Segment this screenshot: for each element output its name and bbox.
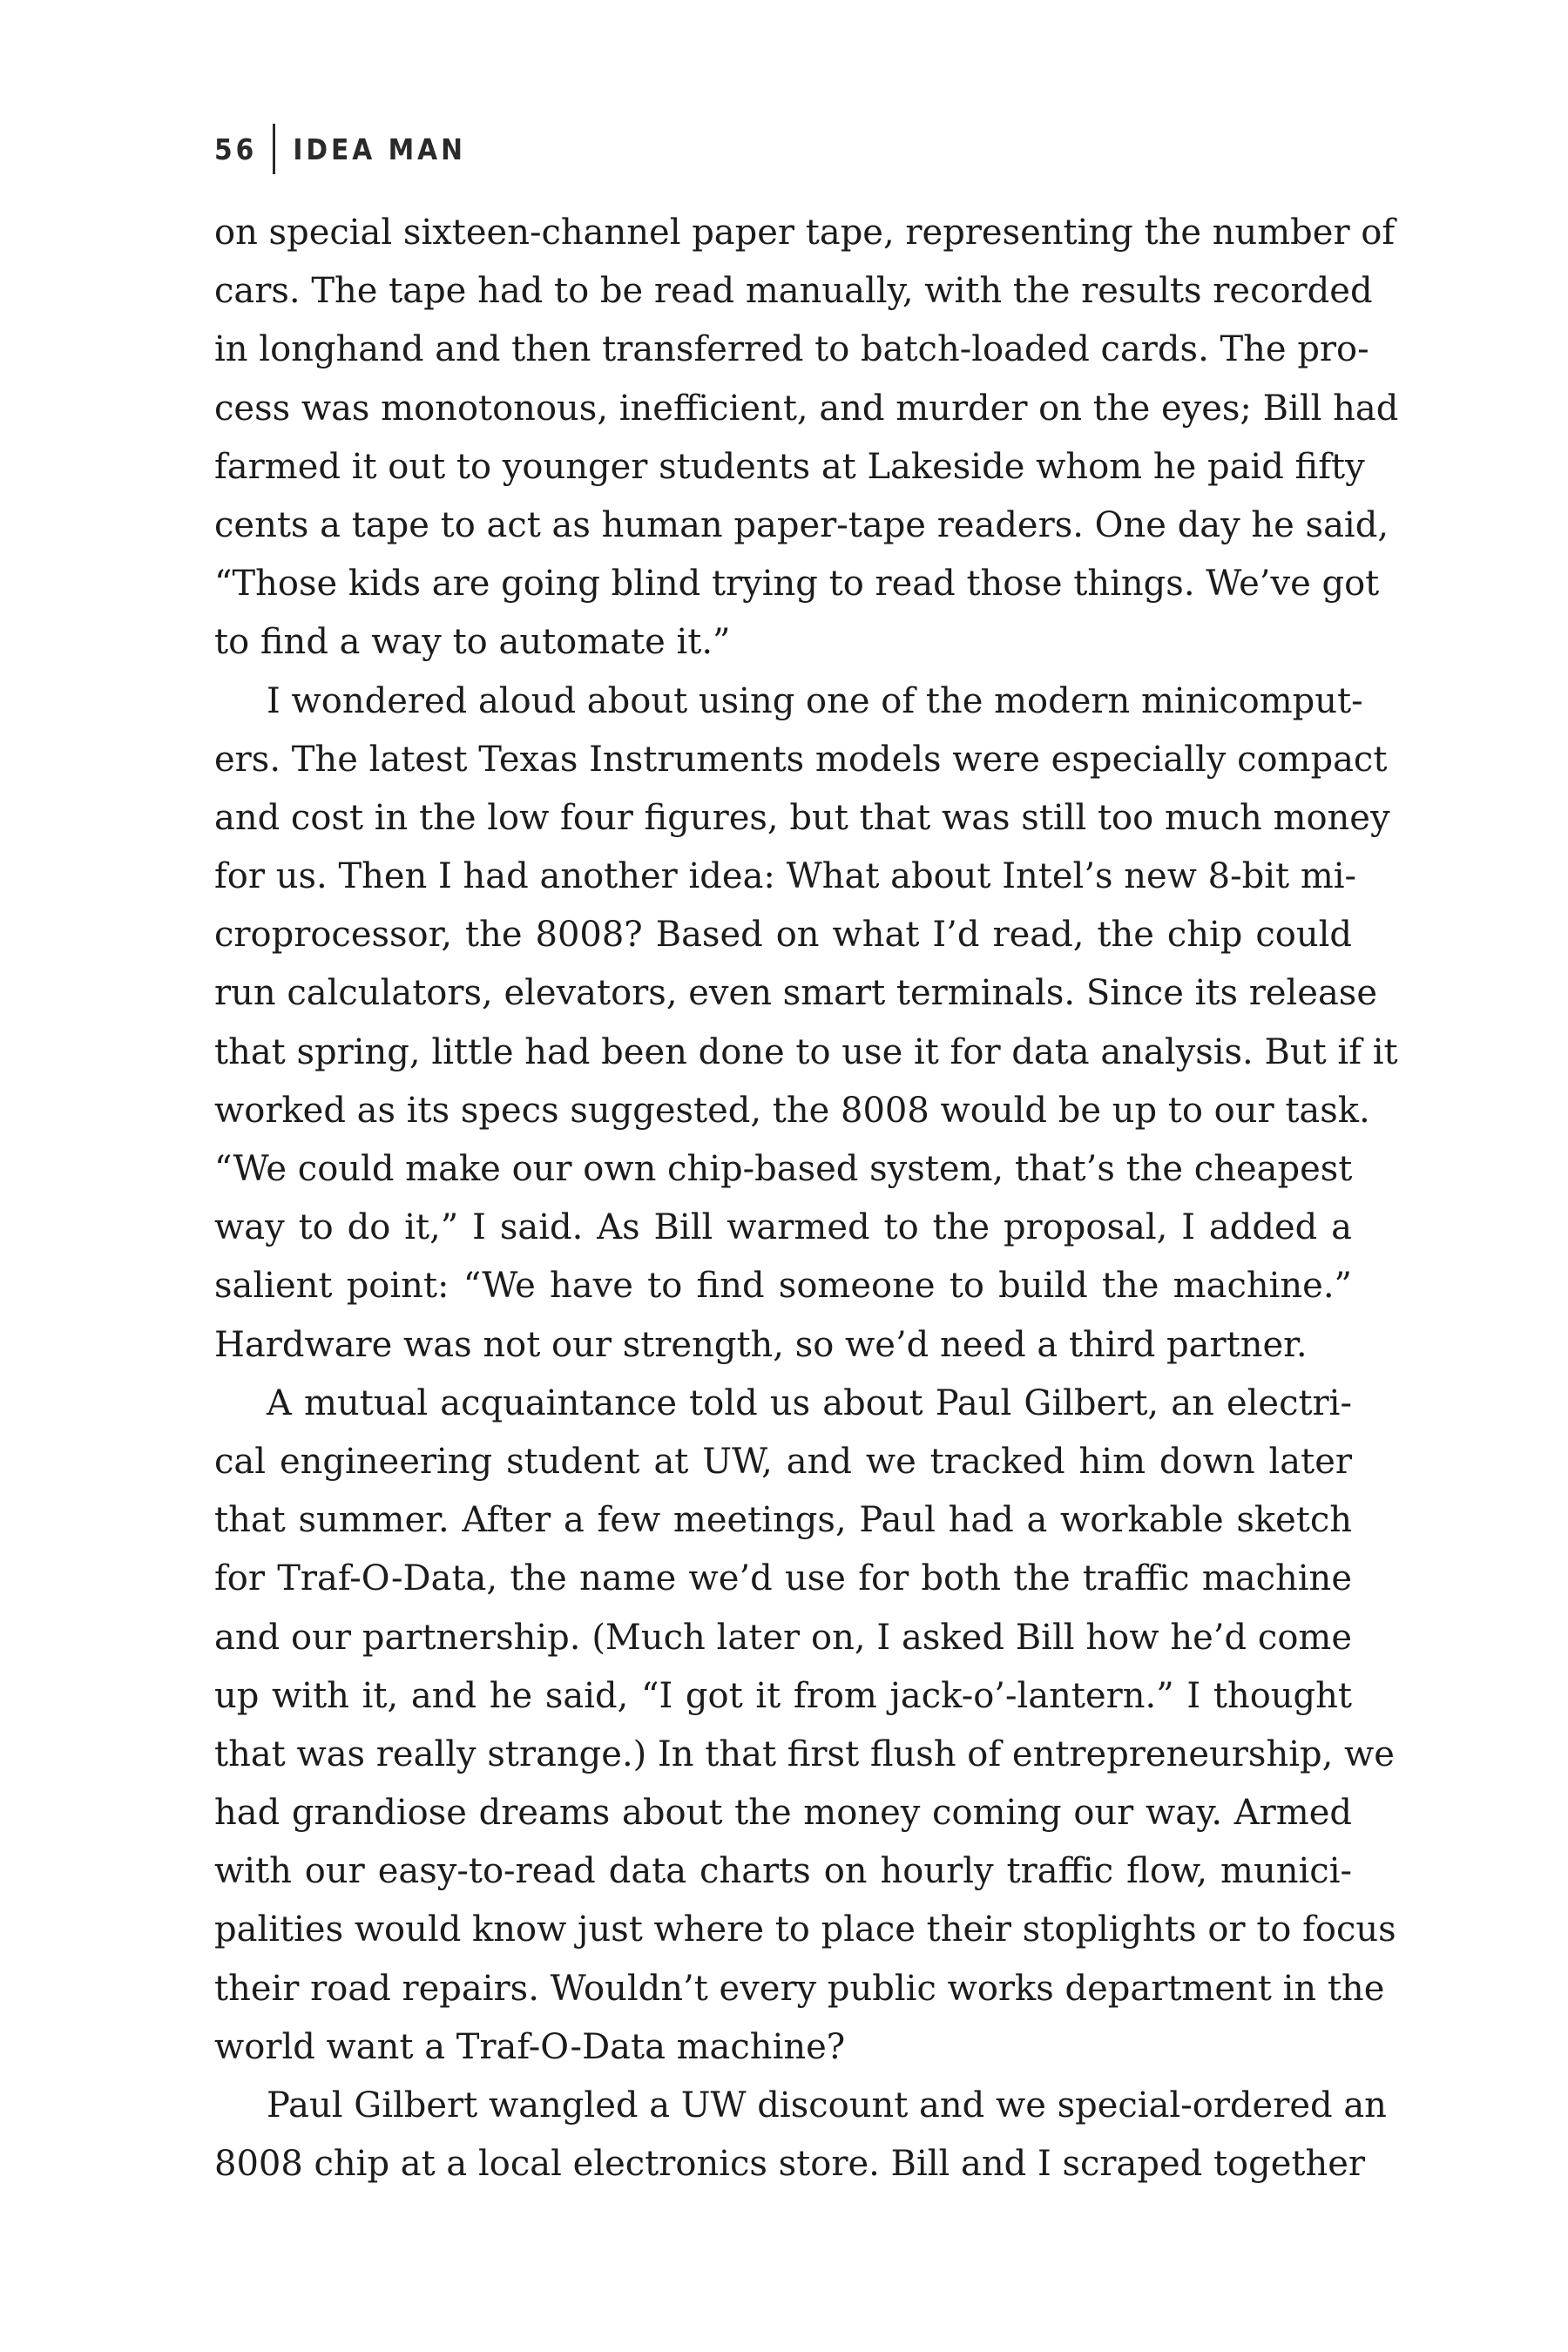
text-line: croprocessor, the 8008? Based on what I’d read, the chip could xyxy=(214,915,1352,956)
text-line: for us. Then I had another idea: What about Intel’s new 8-bit mi- xyxy=(214,856,1357,897)
text-line: palities would know just where to place their stoplights or to focus xyxy=(214,1909,1396,1950)
text-line: I wondered aloud about using one of the modern minicomput- xyxy=(267,680,1363,721)
text-line: cess was monotonous, inefficient, and murder on the eyes; Bill had xyxy=(214,388,1399,429)
text-line: Hardware was not our strength, so we’d need a third partner. xyxy=(214,1324,1308,1365)
text-line: in longhand and then transferred to batch-loaded cards. The pro- xyxy=(214,329,1369,370)
text-line: that was really strange.) In that first flush of entrepreneurship, we xyxy=(214,1734,1395,1774)
running-head xyxy=(214,122,466,176)
text-line: farmed it out to younger students at Lakeside whom he paid fifty xyxy=(214,446,1365,487)
text-line: that spring, little had been done to use it for data analysis. But if it xyxy=(214,1031,1398,1072)
text-line: with our easy-to-read data charts on hourly traffic flow, munici- xyxy=(214,1851,1352,1892)
text-line: “We could make our own chip-based system, that’s the cheapest xyxy=(214,1149,1353,1189)
text-line: to find a way to automate it.” xyxy=(214,622,731,663)
body-text xyxy=(214,204,1399,2193)
text-line: worked as its specs suggested, the 8008 would be up to our task. xyxy=(214,1090,1370,1131)
text-line: up with it, and he said, “I got it from jack-o’-lantern.” I thought xyxy=(214,1675,1352,1716)
text-line: ers. The latest Texas Instruments models were especially compact xyxy=(214,739,1388,780)
paragraph xyxy=(214,672,1398,1375)
paragraph xyxy=(214,204,1399,672)
text-line: world want a Traf-O-Data machine? xyxy=(214,2026,846,2067)
text-line: Paul Gilbert wangled a UW discount and we special-ordered an xyxy=(267,2085,1387,2126)
paragraph xyxy=(214,1375,1396,2077)
text-line: for Traf-O-Data, the name we’d use for both the traffic machine xyxy=(214,1558,1352,1599)
text-line: way to do it,” I said. As Bill warmed to the proposal, I added a xyxy=(214,1207,1352,1248)
page-number: 56 xyxy=(214,132,258,166)
text-line: run calculators, elevators, even smart terminals. Since its release xyxy=(214,973,1377,1014)
header-divider xyxy=(273,124,275,174)
text-line: “Those kids are going blind trying to read those things. We’ve got xyxy=(214,564,1380,605)
text-line: cars. The tape had to be read manually, with the results recorded xyxy=(214,271,1373,312)
text-line: and cost in the low four figures, but that was still too much money xyxy=(214,797,1390,838)
text-line: cal engineering student at UW, and we tracked him down later xyxy=(214,1441,1352,1482)
text-line: salient point: “We have to find someone to build the machine.” xyxy=(214,1266,1352,1307)
text-line: had grandiose dreams about the money coming our way. Armed xyxy=(214,1793,1352,1834)
paragraph xyxy=(214,2077,1387,2193)
text-line: that summer. After a few meetings, Paul had a workable sketch xyxy=(214,1500,1352,1541)
text-line: their road repairs. Wouldn’t every public works department in the xyxy=(214,1968,1385,2009)
text-line: on special sixteen-channel paper tape, representing the number of xyxy=(214,213,1396,253)
text-line: cents a tape to act as human paper-tape readers. One day he said, xyxy=(214,504,1389,545)
text-line: A mutual acquaintance told us about Paul Gilbert, an electri- xyxy=(267,1382,1352,1423)
book-title: IDEA MAN xyxy=(293,132,466,166)
text-line: 8008 chip at a local electronics store. Bill and I scraped together xyxy=(214,2144,1366,2185)
text-line: and our partnership. (Much later on, I asked Bill how he’d come xyxy=(214,1617,1352,1658)
